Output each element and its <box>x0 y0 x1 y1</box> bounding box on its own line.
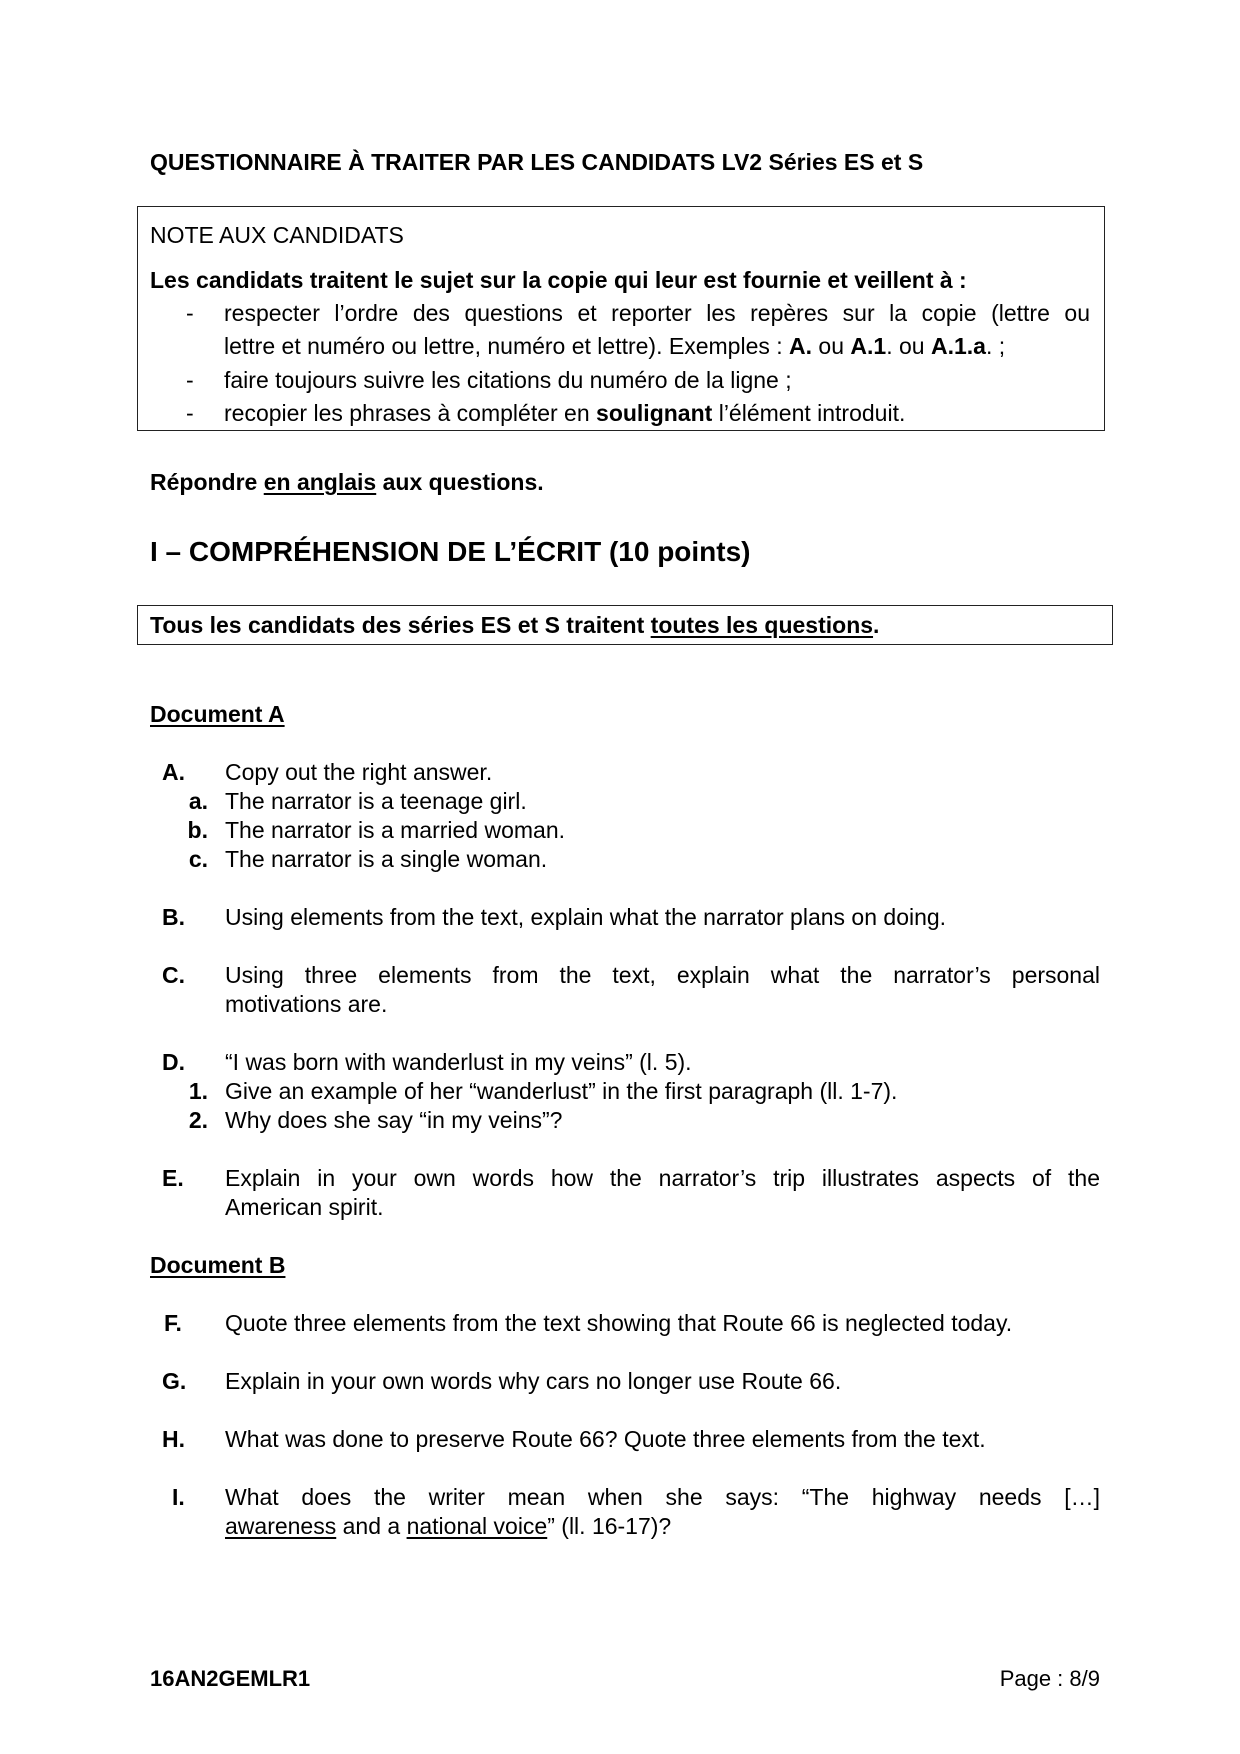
question-d-text: “I was born with wanderlust in my veins” (l. 5). <box>225 1049 692 1075</box>
question-c-line-2: motivations are. <box>225 991 388 1017</box>
question-a-text: Copy out the right answer. <box>225 759 493 785</box>
question-c-line-1: Using three elements from the text, explain what the narrator’s personal <box>225 962 1100 988</box>
option-b-label: b. <box>187 817 208 843</box>
bullet-3: - <box>186 400 194 426</box>
section-instruction-box <box>137 605 1113 645</box>
question-h-text: What was done to preserve Route 66? Quote three elements from the text. <box>225 1426 986 1452</box>
note-heading: NOTE AUX CANDIDATS <box>150 222 404 248</box>
option-c-label: c. <box>188 846 208 872</box>
question-b-text: Using elements from the text, explain what the narrator plans on doing. <box>225 904 947 930</box>
question-g-label: G. <box>162 1368 187 1394</box>
question-c-label: C. <box>162 962 185 988</box>
bullet-2: - <box>186 367 194 393</box>
question-a-label: A. <box>162 759 185 785</box>
question-f-label: F. <box>164 1310 182 1336</box>
note-item-1-line-1: respecter l’ordre des questions et reporter les repères sur la copie (lettre ou <box>224 300 1090 326</box>
section-title: I – COMPRÉHENSION DE L’ÉCRIT (10 points) <box>150 536 751 567</box>
note-item-3: recopier les phrases à compléter en soulignant l’élément introduit. <box>224 400 906 426</box>
question-i-line-2: awareness and a national voice” (ll. 16-17)? <box>225 1513 672 1539</box>
question-d1-text: Give an example of her “wanderlust” in the first paragraph (ll. 1-7). <box>225 1078 898 1104</box>
question-d1-label: 1. <box>188 1078 208 1104</box>
question-g-text: Explain in your own words why cars no longer use Route 66. <box>225 1368 842 1394</box>
answer-language-instruction: Répondre en anglais aux questions. <box>150 469 544 495</box>
note-intro: Les candidats traitent le sujet sur la copie qui leur est fournie et veillent à : <box>150 267 967 293</box>
question-d-label: D. <box>162 1049 185 1075</box>
option-a-label: a. <box>188 788 208 814</box>
question-d2-text: Why does she say “in my veins”? <box>225 1107 563 1133</box>
document-a-heading: Document A <box>150 701 285 727</box>
question-e-label: E. <box>162 1165 184 1191</box>
bullet-1: - <box>186 300 194 326</box>
option-a-text: The narrator is a teenage girl. <box>225 788 527 814</box>
question-b-label: B. <box>162 904 185 930</box>
note-item-1-line-2: lettre et numéro ou lettre, numéro et lettre). Exemples : A. ou A.1. ou A.1.a. ; <box>224 333 1006 359</box>
document-code: 16AN2GEMLR1 <box>150 1666 311 1691</box>
section-instruction: Tous les candidats des séries ES et S traitent toutes les questions. <box>150 612 880 638</box>
question-e-line-1: Explain in your own words how the narrator’s trip illustrates aspects of the <box>225 1165 1100 1191</box>
document-b-heading: Document B <box>150 1252 286 1278</box>
question-i-label: I. <box>172 1484 185 1510</box>
page-number: Page : 8/9 <box>999 1666 1100 1691</box>
question-f-text: Quote three elements from the text showing that Route 66 is neglected today. <box>225 1310 1013 1336</box>
note-item-2: faire toujours suivre les citations du numéro de la ligne ; <box>224 367 792 393</box>
question-e-line-2: American spirit. <box>225 1194 384 1220</box>
question-d2-label: 2. <box>188 1107 208 1133</box>
option-b-text: The narrator is a married woman. <box>225 817 566 843</box>
note-box <box>137 206 1105 431</box>
page-title: QUESTIONNAIRE À TRAITER PAR LES CANDIDATS LV2 Séries ES et S <box>150 149 924 175</box>
question-i-line-1: What does the writer mean when she says: “The highway needs […] <box>225 1484 1100 1510</box>
question-h-label: H. <box>162 1426 185 1452</box>
option-c-text: The narrator is a single woman. <box>225 846 548 872</box>
